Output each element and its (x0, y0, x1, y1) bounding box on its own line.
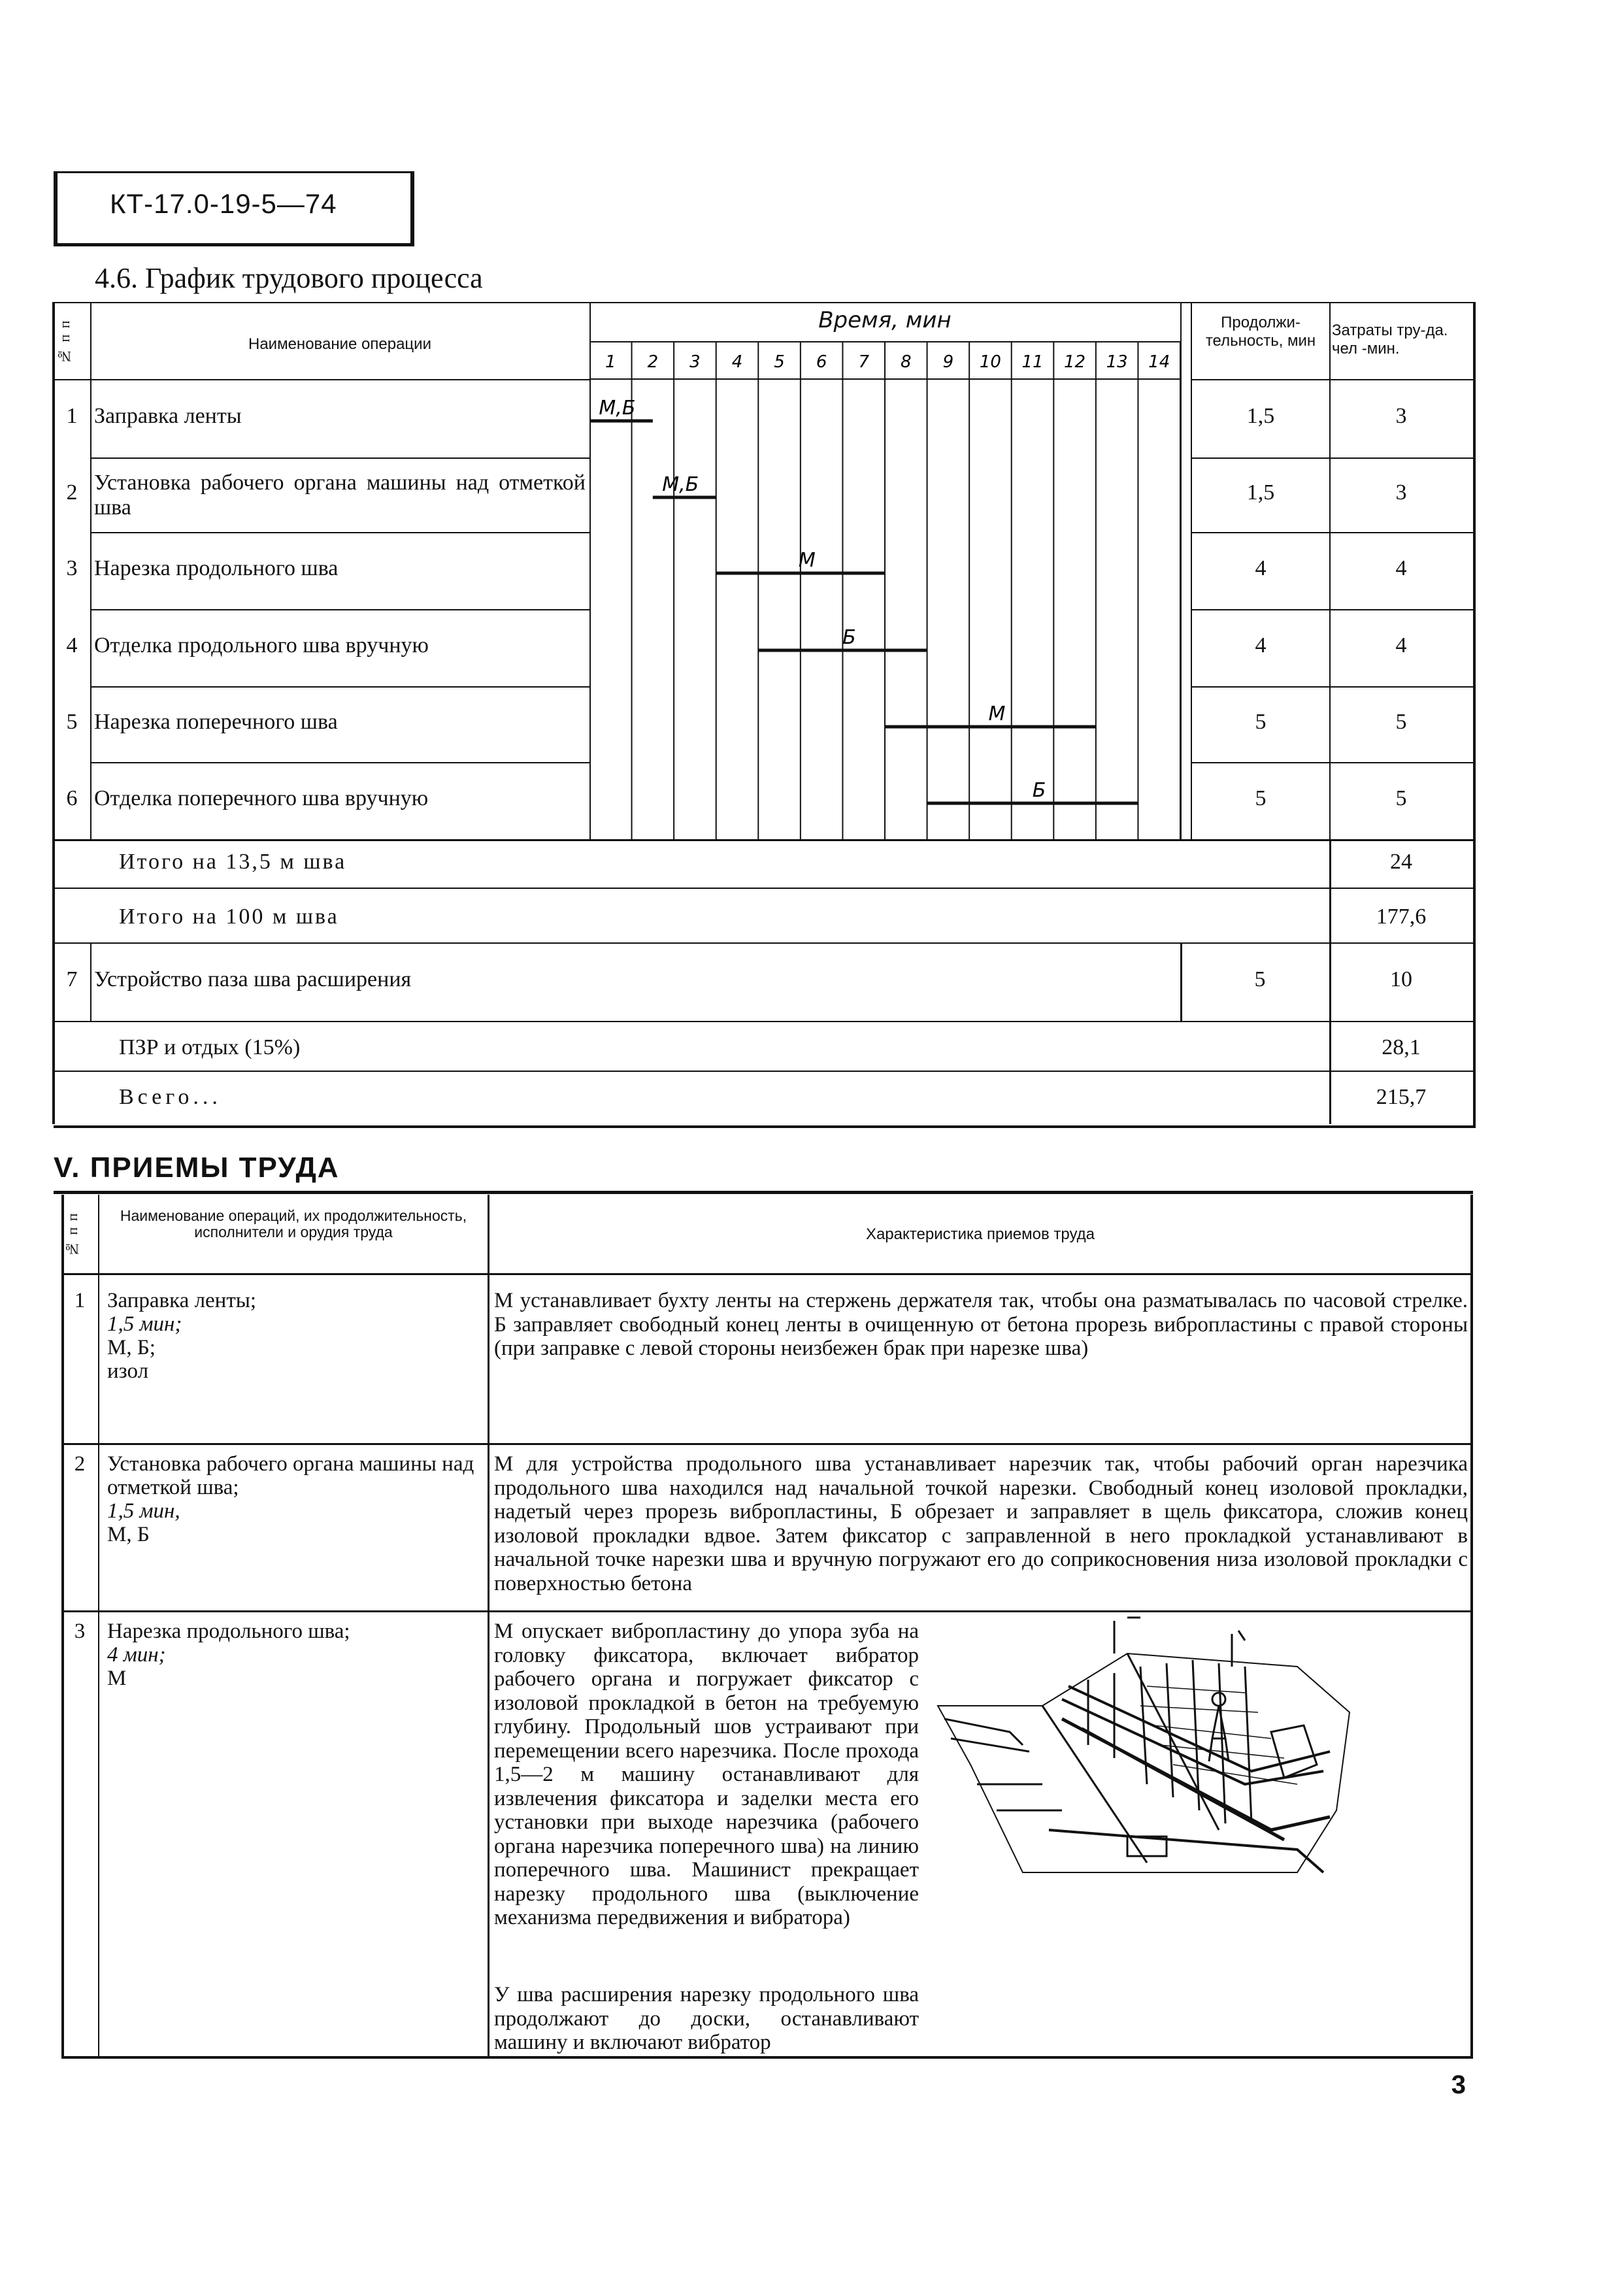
all-value: 215,7 (1376, 1085, 1427, 1109)
schedule-row-labor: 3 (1395, 404, 1407, 428)
gantt-bar-label: М,Б (662, 473, 699, 496)
schedule-row-num: 6 (66, 786, 78, 810)
methods-col-op-header: Наименование операций, их продолжительность, исполнители и орудия труда (120, 1207, 467, 1240)
gantt-bar-label: М (798, 549, 816, 572)
operation-line: 1,5 мин; (107, 1312, 182, 1336)
schedule-row-name: Отделка поперечного шва вручную (94, 786, 429, 810)
schedule-row-num: 1 (66, 404, 78, 428)
operation-line: 1,5 мин, (107, 1499, 180, 1523)
methods-col-num-header: № п п (64, 1212, 80, 1257)
document-code-box (54, 171, 414, 246)
methods-row-num: 3 (74, 1620, 86, 1643)
section-4-6-title: 4.6. График трудового процесса (95, 262, 483, 294)
col-duration-header: Продолжи-тельность, мин (1205, 314, 1316, 350)
time-tick-label: 12 (1064, 352, 1086, 372)
time-tick-label: 13 (1106, 352, 1128, 372)
gantt-bar-label: М (988, 703, 1006, 725)
methods-row-description-2: У шва расширения нарезку продольного шва продолжают до доски, останавливают машину и включают вибратор (494, 1983, 919, 2054)
methods-row-num: 2 (74, 1452, 86, 1476)
schedule-row-num: 3 (66, 556, 78, 580)
schedule-row-num: 5 (66, 710, 78, 734)
row7-num: 7 (66, 967, 78, 991)
document-code: КТ-17.0-19-5—74 (110, 188, 337, 219)
time-tick-label: 3 (689, 352, 701, 372)
joint-cutter-machine-illustration (931, 1614, 1356, 1889)
operation-line: Заправка ленты; (107, 1289, 257, 1312)
total-13-5-label: Итого на 13,5 м шва (119, 850, 347, 874)
gantt-grid (589, 341, 1180, 839)
gantt-bar-label: Б (1032, 779, 1046, 802)
time-tick-label: 4 (731, 352, 743, 372)
schedule-row-name: Нарезка поперечного шва (94, 710, 338, 734)
operation-line: Установка рабочего органа машины над отметкой шва; (107, 1452, 474, 1499)
operation-line: М, Б; (107, 1336, 156, 1359)
operation-line: М (107, 1667, 127, 1690)
methods-row-description: М опускает вибропластину до упора зуба на головку фиксатора, включает вибратор рабочего органа и погружает фиксатор с изоловой прокладкой в бетон на требуемую глубину. Продольный шов устраивают при перемещении всего нарезчика. После прохода 1,5—2 м машину останавливают для извлечения фиксатора и заделки места его установки при выходе нарезчика (рабочего органа нарезчика поперечного шва) на линию поперечного шва. Машинист прекращает нарезку продольного шва (выключение механизма передвижения и вибратора) (494, 1620, 919, 1929)
col-name-header: Наименование операции (248, 335, 431, 353)
schedule-row-duration: 5 (1255, 786, 1267, 810)
schedule-row-labor: 5 (1395, 710, 1407, 734)
total-100-value: 177,6 (1376, 905, 1427, 929)
time-tick-label: 7 (858, 352, 869, 372)
methods-row-operation (101, 1289, 489, 1383)
schedule-row-duration: 5 (1255, 710, 1267, 734)
col-num-header: № п п (56, 319, 73, 365)
methods-col-desc-header: Характеристика приемов труда (865, 1225, 1095, 1243)
time-tick-label: 1 (605, 352, 616, 372)
total-13-5-value: 24 (1390, 850, 1412, 874)
total-100-label: Итого на 100 м шва (119, 905, 339, 929)
gantt-bar-label: М,Б (599, 397, 636, 420)
all-label: Всего... (119, 1085, 222, 1109)
time-tick-label: 6 (816, 352, 827, 372)
operation-line: Нарезка продольного шва; (107, 1620, 350, 1643)
time-tick-label: 8 (901, 352, 912, 372)
methods-row-operation (101, 1452, 489, 1546)
time-tick-label: 2 (647, 352, 659, 372)
schedule-row-name: Нарезка продольного шва (94, 556, 339, 580)
row7-labor: 10 (1390, 967, 1412, 991)
time-tick-label: 10 (979, 352, 1001, 372)
operation-line: 4 мин; (107, 1643, 166, 1667)
time-tick-label: 11 (1021, 352, 1044, 372)
col-time-header: Время, мин (818, 307, 952, 333)
schedule-row-num: 4 (66, 633, 78, 657)
schedule-row-num: 2 (66, 480, 78, 505)
methods-row-description: М устанавливает бухту ленты на стержень держателя так, чтобы она разматывалась по часовой стрелке. Б заправляет свободный конец ленты в очищенную от бетона прорезь вибропластины с правой стороны (при заправке с левой стороны неизбежен брак при нарезке шва) (494, 1289, 1468, 1360)
schedule-row-labor: 5 (1395, 786, 1407, 810)
schedule-row-duration: 4 (1255, 556, 1267, 580)
operation-line: изол (107, 1359, 149, 1383)
section-5-title: V. ПРИЕМЫ ТРУДА (54, 1152, 340, 1184)
col-labor-header: Затраты тру-да. чел -мин. (1332, 322, 1448, 357)
schedule-row-name: Установка рабочего органа машины над отметкой шва (94, 471, 586, 520)
schedule-row-duration: 1,5 (1246, 404, 1275, 428)
methods-row-num: 1 (74, 1289, 86, 1312)
gantt-bar-label: Б (842, 626, 856, 649)
time-tick-label: 14 (1148, 352, 1170, 372)
labor-schedule (54, 302, 1473, 1124)
schedule-row-name: Заправка ленты (94, 404, 242, 428)
schedule-row-name: Отделка продольного шва вручную (94, 633, 429, 657)
schedule-row-labor: 3 (1395, 480, 1407, 505)
schedule-row-duration: 1,5 (1246, 480, 1275, 505)
methods-row-operation (101, 1620, 489, 1690)
row7-duration: 5 (1254, 967, 1266, 991)
schedule-row-duration: 4 (1255, 633, 1267, 657)
methods-row-description: М для устройства продольного шва устанавливает нарезчик так, чтобы рабочий орган нарезчика продольного шва находился над начальной точкой нарезки. Свободный конец изоловой прокладки, надетый через прорезь вибропластины, Б обрезает и заправляет в щель фиксатора, сложив конец изоловой прокладки вдвое. Затем фиксатор с заправленной в него прокладкой устанавливают в начальной точке нарезки шва и вручную погружают его до соприкосновения низа изоловой прокладки с поверхностью бетона (494, 1452, 1468, 1595)
pzr-value: 28,1 (1382, 1035, 1421, 1059)
row7-name: Устройство паза шва расширения (94, 967, 412, 991)
pzr-label: ПЗР и отдых (15%) (119, 1035, 301, 1059)
operation-line: М, Б (107, 1523, 150, 1546)
page-number: 3 (1451, 2070, 1466, 2099)
schedule-row-labor: 4 (1395, 556, 1407, 580)
time-tick-label: 9 (942, 352, 954, 372)
time-tick-label: 5 (774, 352, 785, 372)
schedule-row-labor: 4 (1395, 633, 1407, 657)
